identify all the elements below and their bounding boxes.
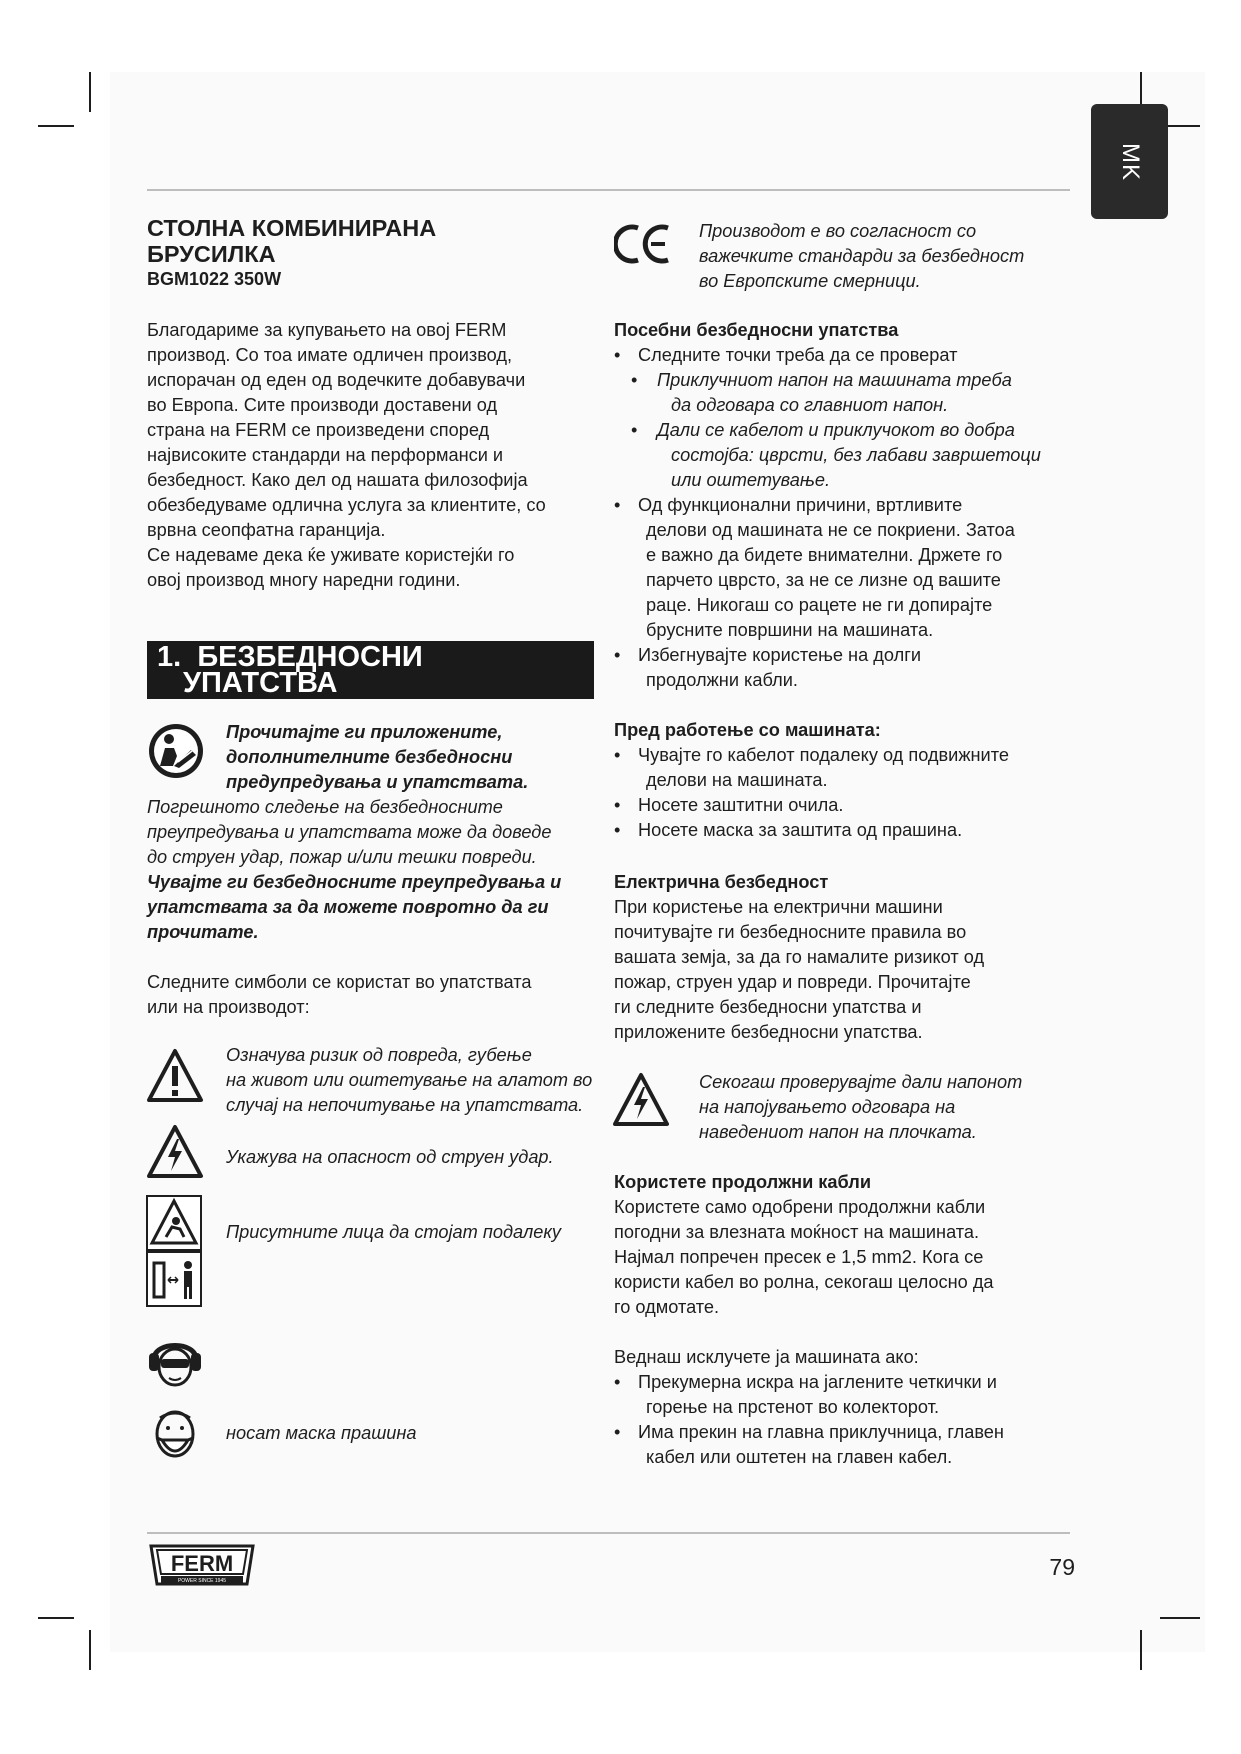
read-manual-icon [147, 722, 205, 780]
ce-compliance-text [699, 219, 1079, 294]
text-line: случај на непочитување на упатствата. [226, 1095, 584, 1115]
section-title-line: УПАТСТВА [183, 667, 338, 699]
text-line: приложените безбедносни упатства. [614, 1022, 923, 1042]
section-title-line: БЕЗБЕДНОСНИ [197, 641, 423, 673]
text-line: прочитате. [147, 922, 259, 942]
text-line: Користете само одобрени продолжни кабли [614, 1197, 986, 1217]
text-line: производ. Со тоа имате одличен производ, [147, 345, 513, 365]
subheading: Користете продолжни кабли [614, 1172, 872, 1192]
subheading: Електрична безбедност [614, 872, 829, 892]
crop-mark [1140, 1630, 1142, 1670]
voltage-check-text [699, 1070, 1079, 1145]
title-line: БРУСИЛКА [147, 241, 276, 267]
document-title [147, 215, 602, 291]
text-line: Следните точки треба да се проверат [638, 345, 958, 365]
text-line: Производот е во согласност со [699, 221, 977, 241]
text-line: Прекумерна искра на јаглените четкички и [638, 1372, 997, 1392]
sub-bullet-item: • Приклучниот напон на машината треба да одговара со главниот напон. [614, 368, 1074, 418]
text-line: во Европа. Сите производи доставени од [147, 395, 498, 415]
crop-mark [89, 72, 91, 112]
text-line: горење на прстенот во колекторот. [646, 1397, 940, 1417]
text-line: Веднаш исклучете ја машината ако: [614, 1347, 919, 1367]
text-line: Од функционални причини, вртливите [638, 495, 963, 515]
text-line: При користење на електрични машини [614, 897, 943, 917]
text-line: Најмал попречен пресек е 1,5 mm2. Кога се [614, 1247, 984, 1267]
title-line: СТОЛНА КОМБИНИРАНА [147, 215, 437, 241]
text-line: Чувајте ги безбедносните преупредувања и [147, 872, 562, 892]
text-line: пожар, струен удар и повреди. Прочитајте [614, 972, 971, 992]
bullet-item: • Има прекин на главна приклучница, главен кабел или оштетен на главен кабел. [614, 1420, 1074, 1470]
crop-mark [38, 125, 74, 127]
text-line: Се надеваме дека ќе уживате користејќи го [147, 545, 515, 565]
text-line: Избегнувајте користење на долги [638, 645, 921, 665]
bullet-item: • Од функционални причини, вртливите делови од машината не се покриени. Затоа е важно да бидете внимателни. Држете го парчето цврсто, за не се лизне од вашите раце. Никогаш со рацете не ги допирајте брусните површини на машината. [614, 493, 1074, 643]
eye-ear-protection-icon [146, 1331, 204, 1389]
logo-brand-text: FERM [170, 1551, 234, 1576]
read-instructions-bold [226, 720, 606, 795]
subheading: Пред работење со машината: [614, 720, 881, 740]
crop-mark [89, 1630, 91, 1670]
bullet-item: • Чувајте го кабелот подалеку од подвижните делови на машината. [614, 743, 1074, 793]
crop-mark [1160, 1617, 1200, 1619]
intro-paragraph [147, 318, 602, 593]
text-line: Секогаш проверувајте дали напонот [699, 1072, 1023, 1092]
text-line: испорачан од еден од водечките добавувачи [147, 370, 526, 390]
text-line: упатствата за да можете повротно да ги [147, 897, 549, 917]
switch-off-section [614, 1345, 1074, 1470]
text-line: Носете заштитни очила. [638, 795, 844, 815]
section-heading-safety [147, 641, 594, 699]
language-tab [1091, 104, 1168, 219]
text-line: да одговара со главниот напон. [671, 395, 949, 415]
header-rule [147, 189, 1070, 191]
text-line: на напојувањето одговара на [699, 1097, 956, 1117]
text-line: Дали се кабелот и приклучокот во добра [657, 420, 1015, 440]
text-line: раце. Никогаш со рацете не ги допирајте [646, 595, 993, 615]
text-line: врвна сеопфатна гаранција. [147, 520, 386, 540]
warning-triangle-icon [146, 1048, 204, 1104]
text-line: го одмотате. [614, 1297, 720, 1317]
text-line: Чувајте го кабелот подалеку од подвижните [638, 745, 1009, 765]
text-line: ги следните безбедносни упатства и [614, 997, 922, 1017]
ce-mark-icon [614, 222, 672, 266]
text-line: овој производ многу наредни години. [147, 570, 461, 590]
text-line: обезбедуваме одлична услуга за клиентите, со [147, 495, 546, 515]
subheading: Посебни безбедносни упатства [614, 320, 899, 340]
before-operation-section [614, 718, 1074, 843]
text-line: Следните симболи се користат во упатствата [147, 972, 532, 992]
text-line: преупредувања и упатствата може да доведе [147, 822, 552, 842]
sub-bullet-item: • Дали се кабелот и приклучокот во добра состојба: цврсти, без лабави завршетоци или оштетување. [614, 418, 1074, 493]
text-line: почитувајте ги безбедносните правила во [614, 922, 967, 942]
text-line: делови од машината не се покриени. Затоа [646, 520, 1015, 540]
text-line: кабел или оштетен на главен кабел. [646, 1447, 953, 1467]
bullet-item: • Следните точки треба да се проверат [614, 345, 958, 365]
extension-cables-section [614, 1170, 1074, 1320]
text-line: до струен удар, пожар и/или тешки повреди. [147, 847, 537, 867]
electric-shock-icon [146, 1124, 204, 1180]
text-line: делови на машината. [646, 770, 828, 790]
text-line: страна на FERM се произведени според [147, 420, 490, 440]
text-line: е важно да бидете внимателни. Држете го [646, 545, 1003, 565]
text-line: користи кабел во ролна, секогаш целосно да [614, 1272, 994, 1292]
text-line: продолжни кабли. [646, 670, 798, 690]
special-safety-section [614, 318, 1074, 693]
electric-shock-icon [612, 1072, 670, 1128]
bystanders-icon [146, 1195, 202, 1307]
text-line: предупредувања и упатствата. [226, 772, 529, 792]
text-line: Носете маска за заштита од прашина. [638, 820, 963, 840]
text-line: погодни за влезната моќност на машината. [614, 1222, 980, 1242]
text-line: Означува ризик од повреда, губење [226, 1045, 532, 1065]
symbols-intro [147, 970, 602, 1020]
text-line: Приклучниот напон на машината треба [657, 370, 1012, 390]
text-line: состојба: цврсти, без лабави завршетоци [671, 445, 1041, 465]
dust-symbol-text: носат маска прашина [226, 1423, 417, 1443]
logo-tagline-text: POWER SINCE 1945 [177, 1578, 227, 1584]
model-number: BGM1022 350W [147, 269, 282, 289]
text-line: наведениот напон на плочката. [699, 1122, 977, 1142]
text-line: Погрешното следење на безбедносните [147, 797, 503, 817]
text-line: во Европските смерници. [699, 271, 921, 291]
text-line: вашата земја, за да го намалите ризикот од [614, 947, 985, 967]
crop-mark [38, 1617, 74, 1619]
text-line: безбедност. Како дел од нашата филозофија [147, 470, 528, 490]
ferm-logo [147, 1544, 257, 1592]
text-line: Има прекин на главна приклучница, главен [638, 1422, 1004, 1442]
electrical-safety-section [614, 870, 1074, 1045]
text-line: Прочитајте ги приложените, [226, 722, 503, 742]
text-line: или оштетување. [671, 470, 831, 490]
page-number: 79 [1049, 1554, 1075, 1580]
text-line: највисоките стандарди на перформанси и [147, 445, 504, 465]
bullet-item: • Прекумерна искра на јаглените четкички и горење на прстенот во колекторот. [614, 1370, 1074, 1420]
bullet-item: • Носете маска за заштита од прашина. [614, 820, 963, 840]
bullet-item: • Носете заштитни очила. [614, 795, 844, 815]
text-line: Благодариме за купувањето на овој FERM [147, 320, 507, 340]
text-line: важечките стандарди за безбедност [699, 246, 1025, 266]
language-tab-label: MK [1116, 142, 1144, 181]
text-line: или на производот: [147, 997, 310, 1017]
text-line: брусните површини на машината. [646, 620, 934, 640]
footer-rule [147, 1532, 1070, 1534]
bullet-item: • Избегнувајте користење на долги продолжни кабли. [614, 643, 1074, 693]
bystanders-symbol-text: Присутните лица да стојат подалеку [226, 1222, 562, 1242]
text-line: на живот или оштетување на алатот во [226, 1070, 593, 1090]
text-line: парчето цврсто, за не се лизне од вашите [646, 570, 1001, 590]
warning-symbol-text [226, 1043, 606, 1118]
section-number: 1. [157, 641, 182, 673]
shock-symbol-text: Укажува на опасност од струен удар. [226, 1147, 554, 1167]
dust-mask-icon [148, 1406, 202, 1464]
read-instructions-warning [147, 795, 602, 945]
text-line: дополнителните безбедносни [226, 747, 513, 767]
